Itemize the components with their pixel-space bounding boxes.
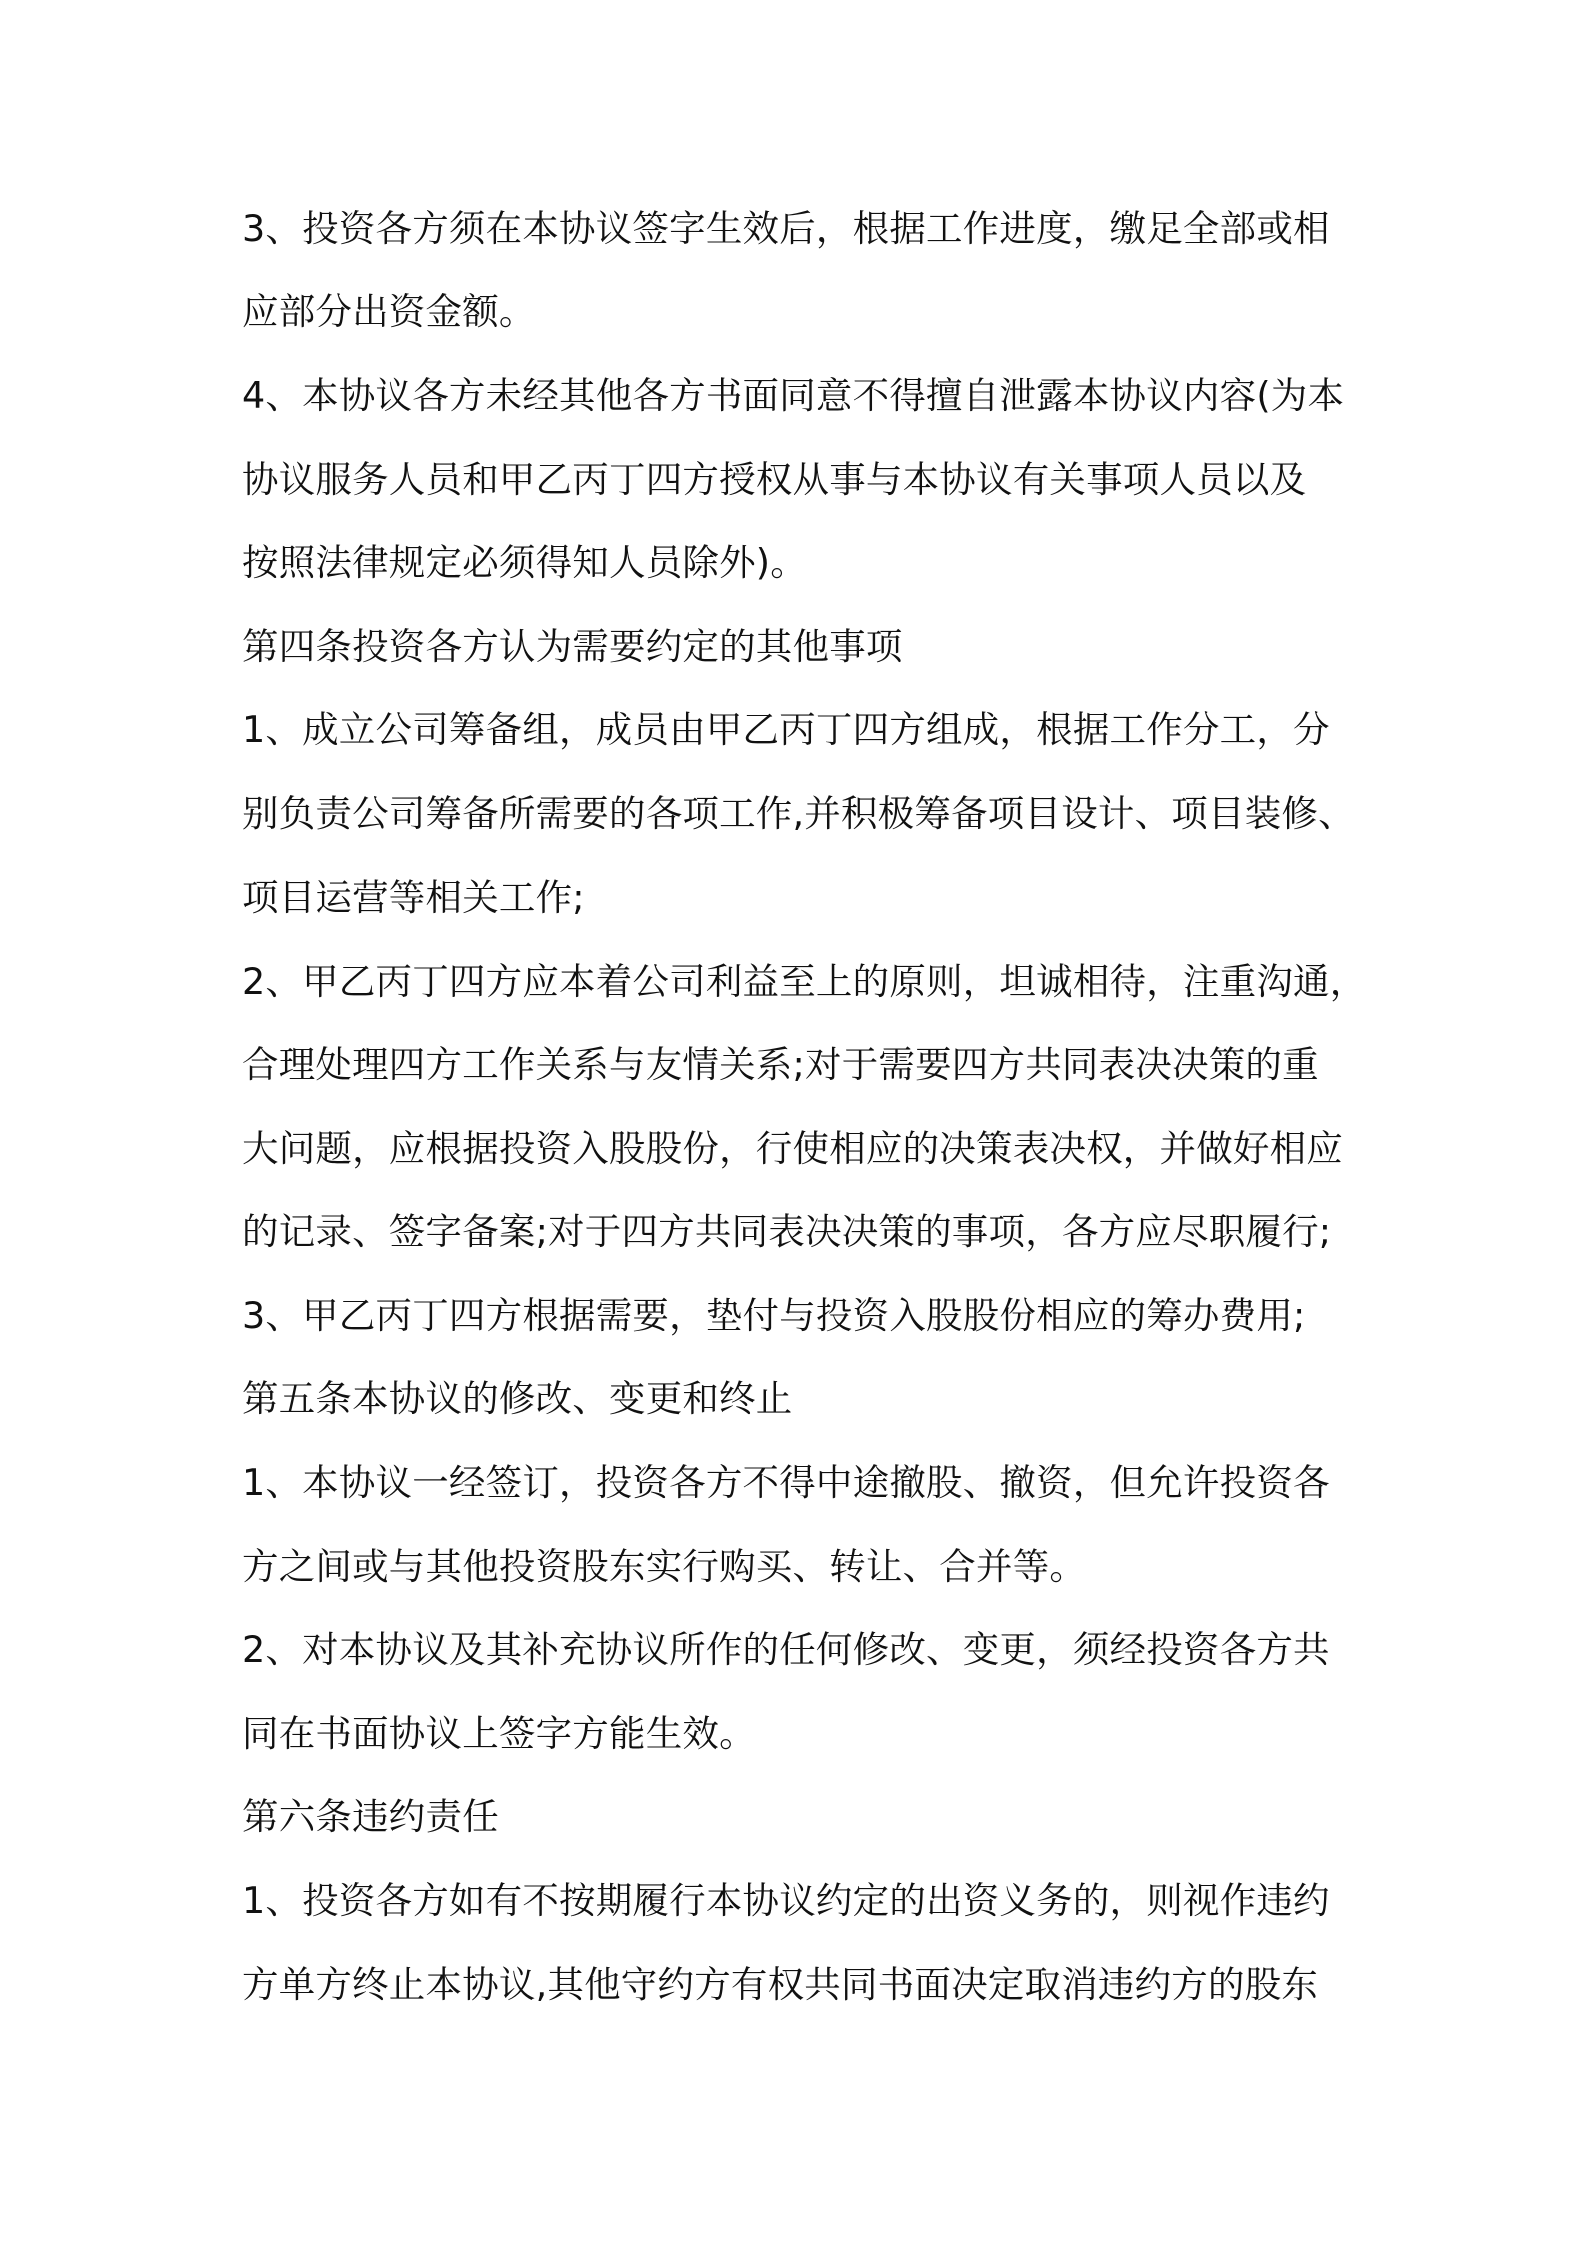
section-heading: 第四条投资各方认为需要约定的其他事项	[242, 625, 903, 668]
section-heading: 第六条违约责任	[242, 1795, 499, 1838]
text-line: 合理处理四方工作关系与友情关系;对于需要四方共同表决决策的重	[242, 1043, 1319, 1086]
text-line: 协议服务人员和甲乙丙丁四方授权从事与本协议有关事项人员以及	[242, 458, 1307, 501]
text-line: 的记录、签字备案;对于四方共同表决决策的事项，各方应尽职履行;	[242, 1210, 1332, 1253]
text-line: 别负责公司筹备所需要的各项工作,并积极筹备项目设计、项目装修、	[242, 792, 1355, 835]
text-line: 1、投资各方如有不按期履行本协议约定的出资义务的，则视作违约	[242, 1879, 1330, 1922]
text-line: 同在书面协议上签字方能生效。	[242, 1712, 756, 1755]
text-line: 应部分出资金额。	[242, 290, 536, 333]
text-line: 4、本协议各方未经其他各方书面同意不得擅自泄露本协议内容(为本	[242, 374, 1345, 417]
section-heading: 第五条本协议的修改、变更和终止	[242, 1377, 793, 1420]
text-line: 1、成立公司筹备组，成员由甲乙丙丁四方组成，根据工作分工，分	[242, 708, 1330, 751]
text-line: 3、投资各方须在本协议签字生效后，根据工作进度，缴足全部或相	[242, 207, 1330, 250]
text-line: 2、对本协议及其补充协议所作的任何修改、变更，须经投资各方共	[242, 1628, 1330, 1671]
text-line: 方之间或与其他投资股东实行购买、转让、合并等。	[242, 1545, 1087, 1588]
text-line: 3、甲乙丙丁四方根据需要，垫付与投资入股股份相应的筹办费用;	[242, 1294, 1306, 1337]
text-line: 按照法律规定必须得知人员除外)。	[242, 541, 807, 584]
text-line: 2、甲乙丙丁四方应本着公司利益至上的原则，坦诚相待，注重沟通，	[242, 960, 1367, 1003]
text-line: 项目运营等相关工作;	[242, 876, 585, 919]
text-line: 大问题，应根据投资入股股份，行使相应的决策表决权，并做好相应	[242, 1127, 1343, 1170]
text-line: 方单方终止本协议,其他守约方有权共同书面决定取消违约方的股东	[242, 1963, 1319, 2006]
text-line: 1、本协议一经签订，投资各方不得中途撤股、撤资，但允许投资各	[242, 1461, 1330, 1504]
